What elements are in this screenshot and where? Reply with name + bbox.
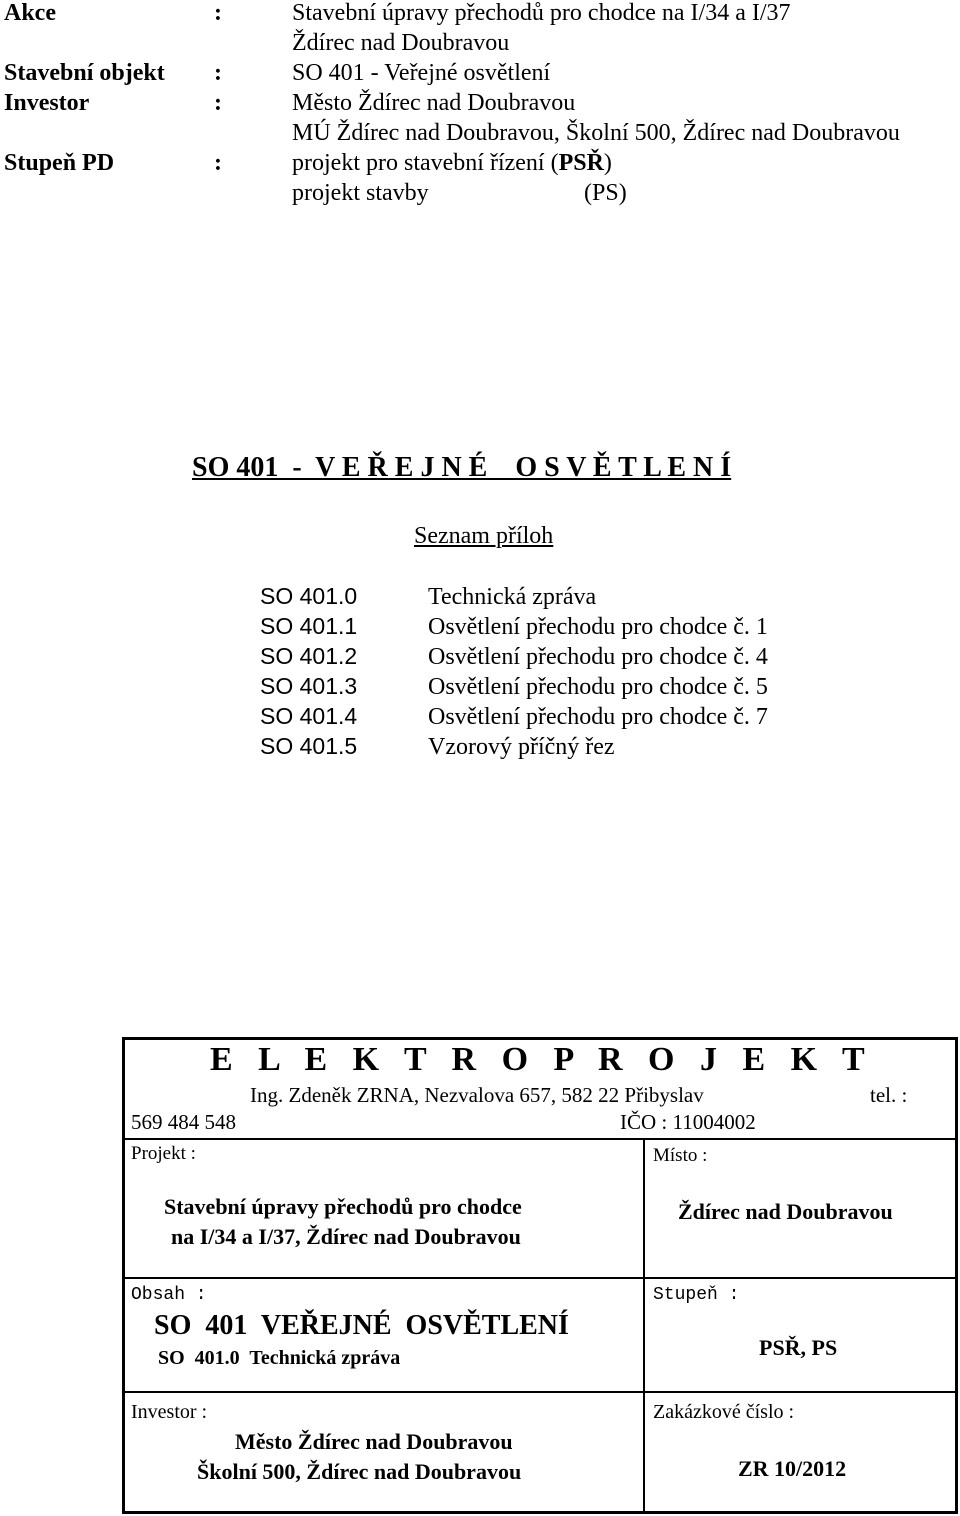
header-label-akce: Akce — [4, 0, 56, 26]
attachment-desc: Osvětlení přechodu pro chodce č. 1 — [428, 614, 768, 640]
projekt-label: Projekt : — [131, 1143, 196, 1164]
attachment-desc: Osvětlení přechodu pro chodce č. 7 — [428, 704, 768, 730]
company-address: Ing. Zdeněk ZRNA, Nezvalova 657, 582 22 Přibyslav — [250, 1083, 704, 1107]
header-colon: : — [214, 0, 222, 26]
stupen-pd-text: projekt pro stavební řízení ( — [292, 150, 559, 176]
attachment-desc: Osvětlení přechodu pro chodce č. 4 — [428, 644, 768, 670]
block-divider — [122, 1391, 958, 1393]
attachment-desc: Vzorový příčný řez — [428, 734, 615, 760]
investor-line2: Školní 500, Ždírec nad Doubravou — [197, 1459, 522, 1484]
attachment-code: SO 401.1 — [260, 613, 358, 639]
header-colon: : — [214, 60, 222, 86]
block-divider — [122, 1277, 958, 1279]
attachment-code: SO 401.5 — [260, 733, 358, 759]
company-tel-label: tel. : — [870, 1083, 908, 1107]
block-divider — [643, 1138, 645, 1514]
attachment-code: SO 401.2 — [260, 643, 358, 669]
projekt-line2: na I/34 a I/37, Ždírec nad Doubravou — [171, 1224, 521, 1249]
stupen-value: PSŘ, PS — [759, 1335, 838, 1360]
block-divider — [122, 1138, 958, 1140]
header-value-projekt-stavby: projekt stavby — [292, 180, 429, 206]
zakazka-value: ZR 10/2012 — [738, 1456, 847, 1481]
investor-line1: Město Ždírec nad Doubravou — [235, 1429, 513, 1454]
stupen-label: Stupeň : — [653, 1285, 740, 1305]
zakazka-label: Zakázkové číslo : — [653, 1401, 795, 1423]
stupen-pd-close: ) — [603, 150, 612, 176]
obsah-line2: SO 401.0 Technická zpráva — [158, 1347, 401, 1369]
stupen-pd-psr: PSŘ — [558, 150, 604, 176]
attachment-desc: Osvětlení přechodu pro chodce č. 5 — [428, 674, 768, 700]
attachment-code: SO 401.4 — [260, 703, 358, 729]
page-title: SO 401 - V E Ř E J N É O S V Ě T L E N Í — [192, 452, 732, 483]
header-label-stavebni-objekt: Stavební objekt — [4, 60, 165, 86]
misto-label: Místo : — [653, 1145, 708, 1166]
header-value-ps: (PS) — [584, 180, 627, 206]
header-value-akce: Stavební úpravy přechodů pro chodce na I/34 a I/37 — [292, 0, 791, 26]
company-name: E L E K T R O P R O J E K T — [210, 1041, 865, 1078]
attachments-heading: Seznam příloh — [414, 523, 554, 549]
obsah-label: Obsah : — [131, 1285, 207, 1305]
misto-value: Ždírec nad Doubravou — [678, 1199, 893, 1224]
attachment-code: SO 401.0 — [260, 583, 358, 609]
header-value-stupen-pd — [292, 151, 612, 175]
company-tel: 569 484 548 — [131, 1110, 236, 1134]
investor-label: Investor : — [131, 1401, 208, 1423]
header-label-stupen-pd: Stupeň PD — [4, 150, 115, 176]
attachment-code: SO 401.3 — [260, 673, 358, 699]
company-ico: IČO : 11004002 — [620, 1110, 756, 1134]
header-value-akce-line2: Ždírec nad Doubravou — [292, 30, 510, 56]
header-value-investor-line2: MÚ Ždírec nad Doubravou, Školní 500, Ždírec nad Doubravou — [292, 120, 900, 146]
header-label-investor: Investor — [4, 90, 90, 116]
header-colon: : — [214, 150, 222, 176]
header-value-stavebni-objekt: SO 401 - Veřejné osvětlení — [292, 60, 551, 86]
header-colon: : — [214, 90, 222, 116]
header-value-investor: Město Ždírec nad Doubravou — [292, 90, 576, 116]
attachment-desc: Technická zpráva — [428, 584, 597, 610]
obsah-line1: SO 401 VEŘEJNÉ OSVĚTLENÍ — [154, 1310, 569, 1341]
projekt-line1: Stavební úpravy přechodů pro chodce — [164, 1194, 522, 1219]
